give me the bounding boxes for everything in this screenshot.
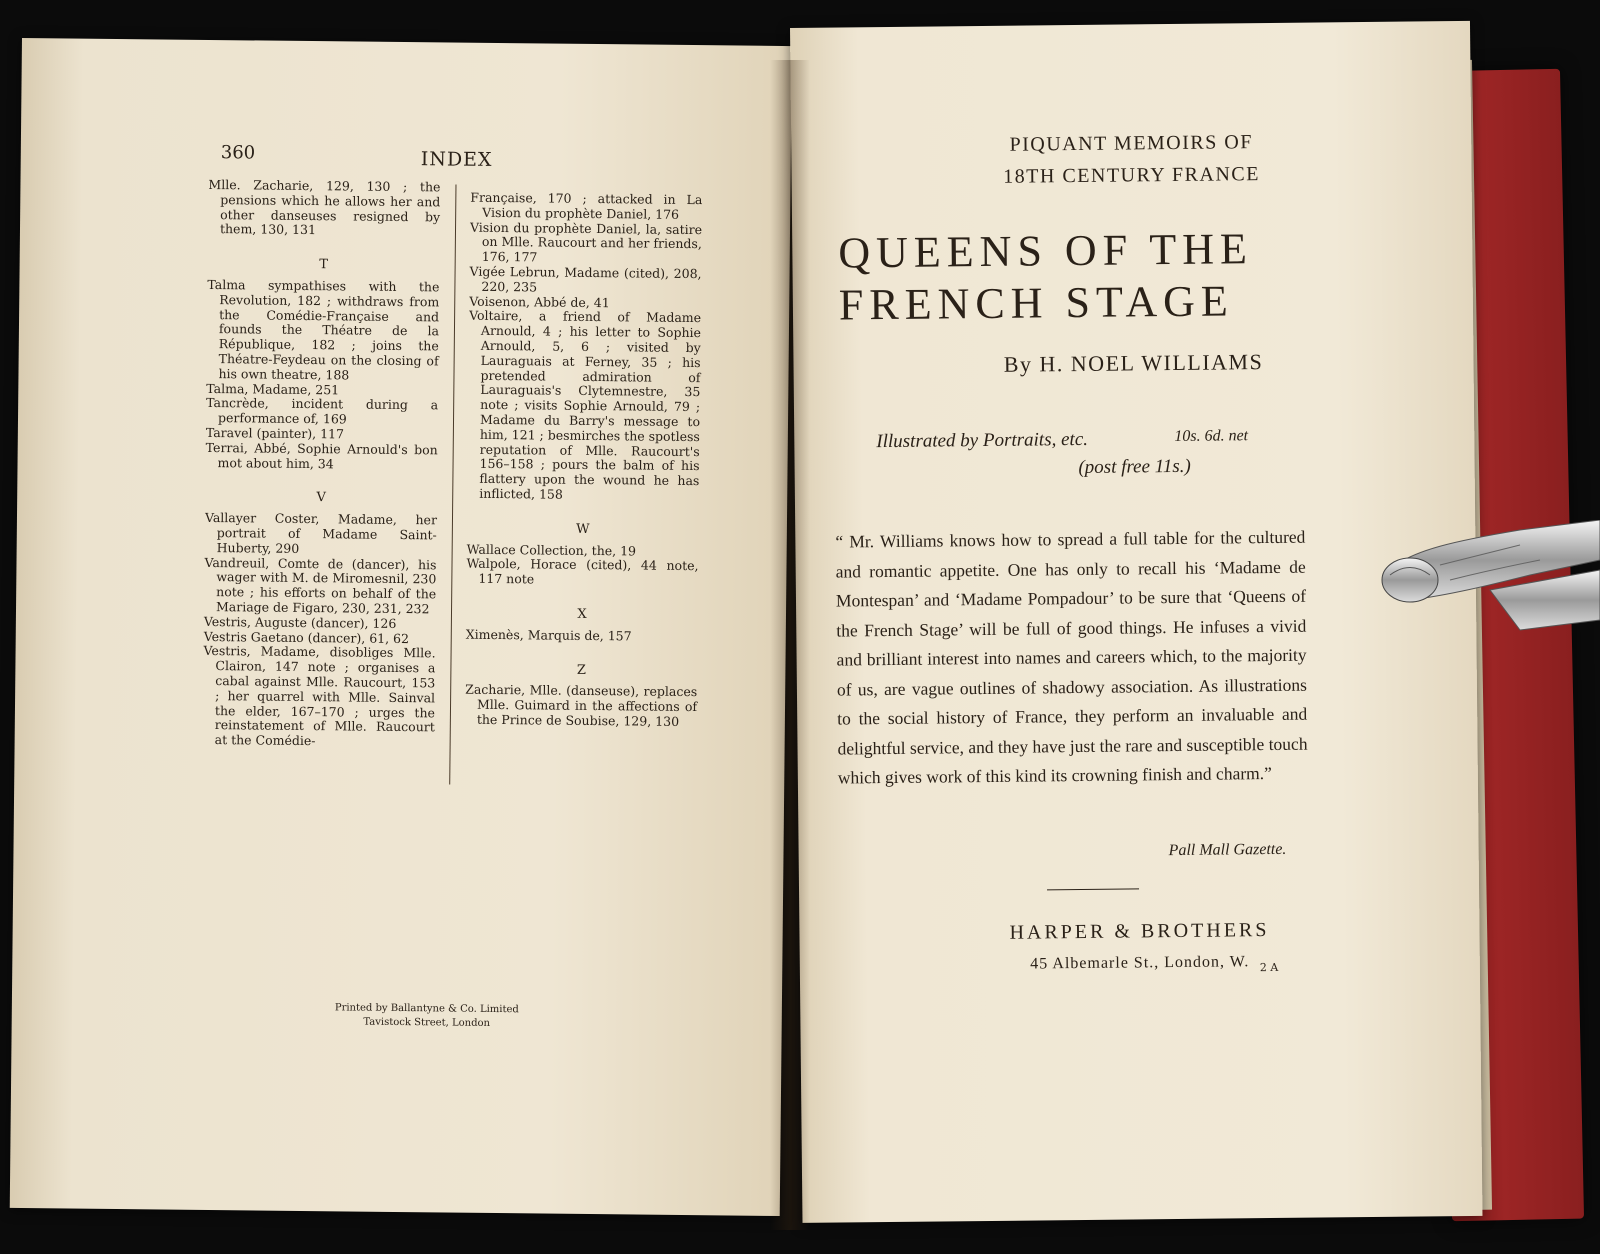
index-entry: Mlle. Zacharie, 129, 130 ; the pensions which he allows her and other danseuses resigned by them, 130, 131 <box>208 176 441 238</box>
index-column-b <box>465 191 703 730</box>
column-rule <box>449 185 456 785</box>
index-entry: Walpole, Horace (cited), 44 note, 117 note <box>466 556 699 587</box>
quote-attribution: Pall Mall Gazette. <box>1168 840 1287 860</box>
divider-rule <box>1047 888 1139 890</box>
index-entry: Vestris, Auguste (dancer), 126 <box>203 613 397 631</box>
index-entry: Vestris Gaetano (dancer), 61, 62 <box>203 628 410 646</box>
series-subtitle: 18TH CENTURY FRANCE <box>1003 163 1260 188</box>
index-entry: Vestris, Madame, disobliges Mlle. Clairon, 147 note ; organises a cabal against Mlle. Raucourt, 153 ; her quarrel with Mlle. Sainval the elder, 167–170 ; urges the reinstatement of Mlle. Raucourt at the Comédie- <box>203 643 436 749</box>
index-entry: Vigée Lebrun, Madame (cited), 208, 220, 235 <box>469 263 702 295</box>
publisher-name: HARPER & BROTHERS <box>1009 919 1270 944</box>
review-quote: “ Mr. Williams knows how to spread a full table for the cultured and romantic appetite. One has only to recall his ‘Madame de Montespan’ and ‘Madame Pompadour’ to be sure that ‘Queens of the French Stage’ will be full of good things. He infuses a vivid and brilliant interest into names and careers which, to the majority of us, are vague outlines of shadowy association. As illustrations to the social history of France, they perform an invaluable and delightful service, and they have just the rare and susceptible touch which gives work of this kind its crowning finish and charm.” <box>835 526 1308 788</box>
page-number: 360 <box>220 142 256 164</box>
index-entry: Tancrède, incident during a performance of, 169 <box>206 395 439 427</box>
index-entry: Talma, Madame, 251 <box>206 380 340 397</box>
index-entry: Française, 170 ; attacked in La Vision du prophète Daniel, 176 <box>470 189 703 222</box>
post-free-price: (post free 11s.) <box>1078 455 1191 479</box>
left-page <box>10 38 792 1216</box>
imprint-line: Printed by Ballantyne & Co. Limited <box>334 1002 519 1016</box>
index-entry: Voisenon, Abbé de, 41 <box>469 293 610 310</box>
index-entry: Ximenès, Marquis de, 157 <box>465 626 632 644</box>
silver-page-clip-icon <box>1370 520 1600 640</box>
publisher-address: 45 Albemarle St., London, W. <box>1030 953 1250 973</box>
illustration-note: Illustrated by Portraits, etc. <box>876 428 1089 453</box>
index-entry: Terrai, Abbé, Sophie Arnould's bon mot about him, 34 <box>205 439 438 471</box>
index-column-a <box>203 178 441 750</box>
imprint-line: Tavistock Street, London <box>363 1016 491 1029</box>
index-entry: Vandreuil, Comte de (dancer), his wager with M. de Miromesnil, 230 note ; his efforts on behalf of the Mariage de Figaro, 230, 231, 232 <box>204 554 437 617</box>
index-entry: Vallayer Coster, Madame, her portrait of Madame Saint-Huberty, 290 <box>204 510 438 556</box>
index-entry: Voltaire, a friend of Madame Arnould, 4 ; his letter to Sophie Arnould, 5, 6 ; visited by Lauraguais at Ferney, 35 ; his pretended admiration of Lauraguais's Clytemnestre, 35 note ; visits Sophie Arnould, 79 ; Madame du Barry's message to him, 121 ; besmirches the spotless reputation of Mlle. Raucourt's 156–158 ; pours the balm of his flattery upon the wound he has inflicted, 158 <box>469 308 702 502</box>
series-title: PIQUANT MEMOIRS OF <box>1009 131 1253 156</box>
book-gutter <box>770 60 810 1230</box>
index-entry: Talma sympathises with the Revolution, 182 ; withdraws from the Comédie-Française and founds the Théatre de la République, 182 ; joins the Théatre-Feydeau on the closing of his own theatre, 188 <box>207 276 440 383</box>
author-byline: By H. NOEL WILLIAMS <box>1003 349 1264 377</box>
price: 10s. 6d. net <box>1174 427 1249 445</box>
index-letter: V <box>316 490 326 506</box>
index-letter: X <box>577 606 587 622</box>
index-entry: Vision du prophète Daniel, la, satire on Mlle. Raucourt and her friends, 176, 177 <box>469 219 703 265</box>
index-letter: Z <box>576 662 587 678</box>
signature-mark: 2 A <box>1259 960 1279 975</box>
book-title-line: QUEENS OF THE <box>838 224 1254 278</box>
printer-imprint <box>302 1001 552 1032</box>
index-entry: Zacharie, Mlle. (danseuse), replaces Mlle. Guimard in the affections of the Prince de Soubise, 129, 130 <box>465 681 698 729</box>
index-heading: INDEX <box>420 148 493 171</box>
index-letter: T <box>319 257 329 273</box>
index-letter: W <box>576 521 590 537</box>
index-entry: Wallace Collection, the, 19 <box>466 541 637 558</box>
index-entry: Taravel (painter), 117 <box>205 424 345 442</box>
book-title-line: FRENCH STAGE <box>838 276 1234 330</box>
